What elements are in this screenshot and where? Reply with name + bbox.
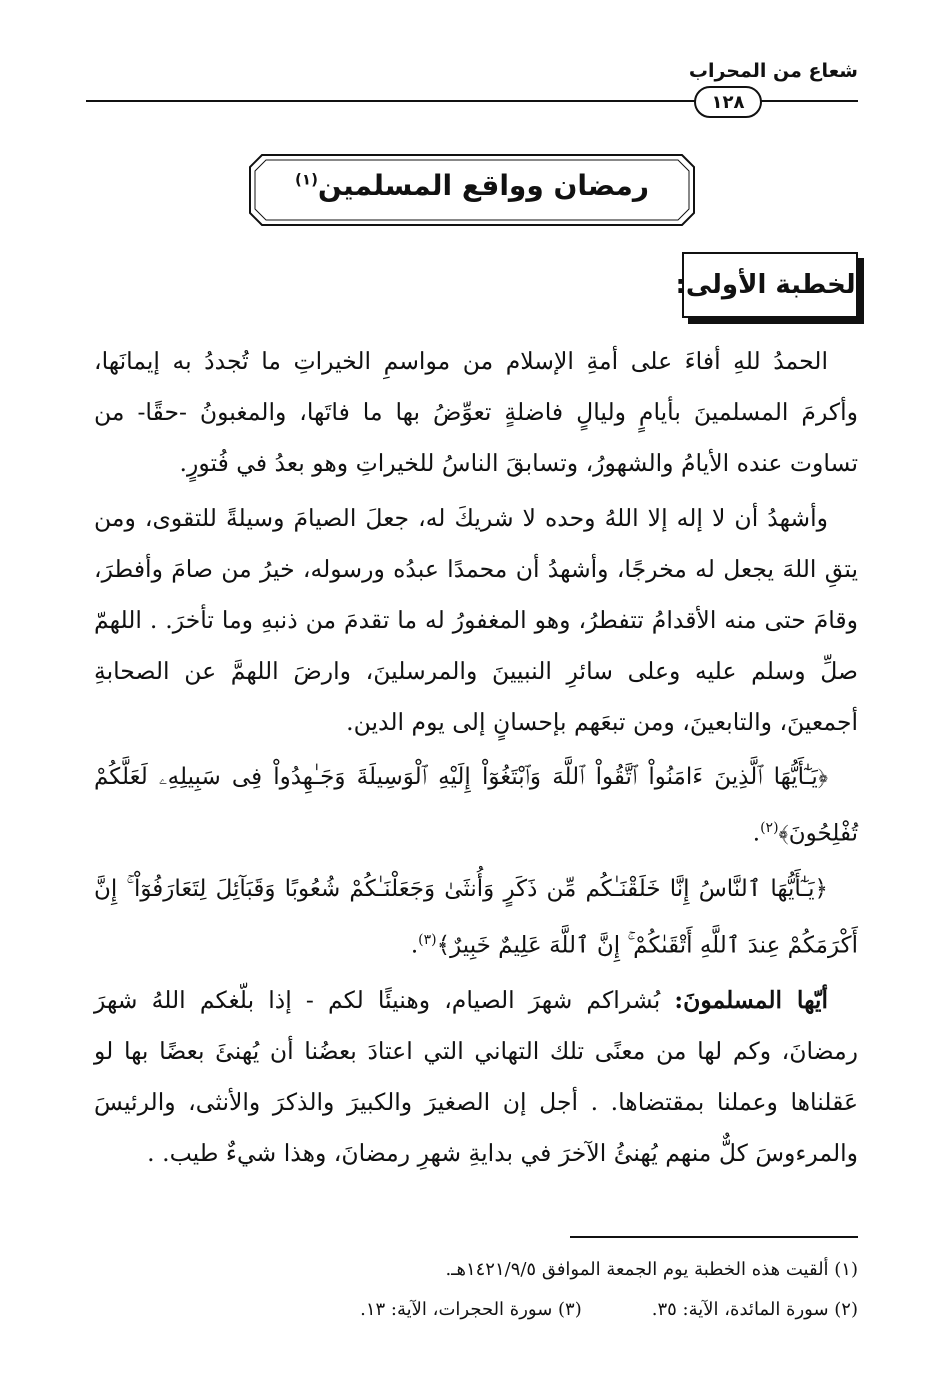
chapter-title-text: رمضان وواقع المسلمين <box>317 169 649 202</box>
page-number: ١٢٨ <box>694 86 762 118</box>
chapter-title-footnote-ref: (١) <box>295 170 318 189</box>
address-text: بُشراكم شهرَ الصيام، وهنيئًا لكم - إذا بلّغكم اللهُ شهرَ رمضانَ، وكم لها من معنًى تلك التهاني التي اعتادَ بعضُنا أن يُهنئَ بعضًا بها لو عَقلناها وعملنا بمقتضاها. . أجل إن الصغيرَ والكبيرَ والذكرَ والأنثى، والرئيسَ والمرءوسَ كلٌّ منهم يُهنئُ الآخرَ في بدايةِ شهرِ رمضانَ، وهذا شيءٌ طيب. . <box>94 986 858 1168</box>
chapter-title <box>248 169 696 202</box>
running-title: شعاع من المحراب <box>688 60 858 82</box>
paragraph-praise: الحمدُ للهِ أفاءَ على أمةِ الإسلام من مواسمِ الخيراتِ ما تُجددُ به إيمانَها، وأكرمَ المسلمينَ بأيامٍ وليالٍ فاضلةٍ تعوِّضُ بها ما فاتَها، والمغبونُ -حقًا- من تساوت عنده الأيامُ والشهورُ، وتسابقَ الناسُ للخيراتِ وهو بعدُ في فُتورٍ. <box>94 347 858 477</box>
footnote-row <box>94 1290 858 1330</box>
quran-verse-hujurat: ﴿يَـٰٓأَيُّهَا ٱلنَّاسُ إِنَّا خَلَقْنَـٰكُم مِّن ذَكَرٍ وَأُنثَىٰ وَجَعَلْنَـٰكُمْ شُعُوبًا وَقَبَآئِلَ لِتَعَارَفُوٓاْ ۚ إِنَّ أَكْرَمَكُمْ عِندَ ٱللَّهِ أَتْقَىٰكُمْ ۚ إِنَّ ٱللَّهَ عَلِيمٌ خَبِيرٌ﴾$^{(٣)}$. <box>94 875 858 959</box>
footnote-2: (٢) سورة المائدة، الآية: ٣٥. <box>651 1299 858 1320</box>
quran-verse-maidah: ﴿يَـٰٓأَيُّهَا ٱلَّذِينَ ءَامَنُواْ ٱتَّقُواْ ٱللَّهَ وَٱبْتَغُوٓاْ إِلَيْهِ ٱلْوَسِيلَةَ وَجَـٰهِدُواْ فِى سَبِيلِهِۦ لَعَلَّكُمْ تُفْلِحُونَ﴾$^{(٢)}$. <box>94 764 858 847</box>
footnote-rule <box>570 1236 858 1238</box>
sermon-heading: الخطبة الأولى: <box>682 252 858 318</box>
paragraph-testimony: وأشهدُ أن لا إله إلا اللهُ وحده لا شريكَ له، جعلَ الصيامَ وسيلةً للتقوى، ومن يتقِ اللهَ يجعل له مخرجًا، وأشهدُ أن محمدًا عبدُه ورسوله، خيرُ من صامَ وأفطرَ، وقامَ حتى منه الأقدامُ تتفطرُ، وهو المغفورُ له ما تقدمَ من ذنبهِ وما تأخرَ. . اللهمّ صلِّ وسلم عليه وعلى سائرِ النبيينَ والمرسلينَ، وارضَ اللهمَّ عن الصحابةِ أجمعينَ، والتابعينَ، ومن تبعَهم بإحسانٍ إلى يوم الدين. <box>94 504 858 736</box>
paragraph-address <box>94 975 858 1179</box>
verse-footnote-ref: (٢) <box>760 820 779 836</box>
body-text <box>94 336 858 1183</box>
verse-text: ﴿يَـٰٓأَيُّهَا ٱلنَّاسُ إِنَّا خَلَقْنَـٰكُم مِّن ذَكَرٍ وَأُنثَىٰ وَجَعَلْنَـٰكُمْ شُعُوبًا وَقَبَآئِلَ لِتَعَارَفُوٓاْ ۚ إِنَّ أَكْرَمَكُمْ عِندَ ٱللَّهِ أَتْقَىٰكُمْ ۚ إِنَّ ٱللَّهَ عَلِيمٌ خَبِيرٌ﴾ <box>94 875 858 959</box>
footnote-1: (١) ألقيت هذه الخطبة يوم الجمعة الموافق ١٤٢١/٩/٥هـ. <box>445 1259 858 1280</box>
address-lead: أيّها المسلمونَ: <box>674 986 828 1015</box>
footnote-3: (٣) سورة الحجرات، الآية: ١٣. <box>360 1299 582 1320</box>
verse-text: ﴿يَـٰٓأَيُّهَا ٱلَّذِينَ ءَامَنُواْ ٱتَّقُواْ ٱللَّهَ وَٱبْتَغُوٓاْ إِلَيْهِ ٱلْوَسِيلَةَ وَجَـٰهِدُواْ فِى سَبِيلِهِۦ لَعَلَّكُمْ تُفْلِحُونَ﴾ <box>94 764 858 847</box>
footnotes <box>94 1250 858 1330</box>
verse-footnote-ref: (٣) <box>418 931 437 948</box>
chapter-title-frame <box>248 153 696 227</box>
